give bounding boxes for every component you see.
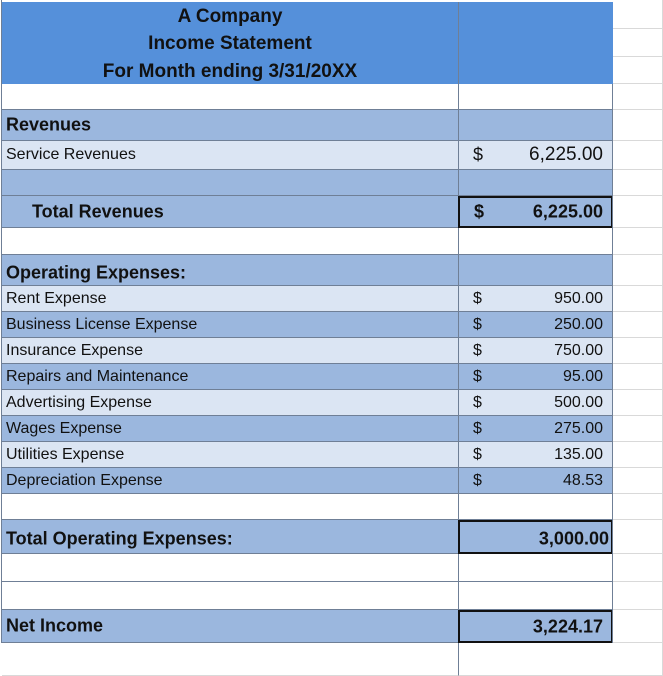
currency-symbol: $ [474,201,485,222]
revenue-label-cell[interactable] [2,141,458,170]
currency-symbol: $ [473,341,482,359]
total-operating-expenses-amount: 3,000.00 [538,528,609,549]
expense-row [0,468,663,494]
empty-cell[interactable] [2,494,458,520]
empty-cell[interactable] [2,170,458,196]
expense-amount-cell[interactable] [458,312,613,338]
empty-cell[interactable] [613,494,663,520]
expense-row [0,416,663,442]
expense-label-cell[interactable] [2,364,458,390]
net-income-amount: 3,224.17 [532,616,603,636]
total-revenues-label-cell[interactable] [2,196,458,228]
expense-row [0,390,663,416]
expense-amount-cell[interactable] [458,468,613,494]
expense-label-cell[interactable] [2,468,458,494]
empty-cell[interactable] [458,170,613,196]
revenue-amount-cell[interactable] [458,141,613,170]
expense-label: Advertising Expense [6,393,152,411]
empty-cell[interactable] [613,84,663,110]
currency-symbol: $ [473,315,482,333]
expense-row [0,442,663,468]
empty-cell[interactable] [613,0,663,84]
expense-label: Depreciation Expense [6,471,163,489]
expense-row [0,286,663,312]
empty-cell[interactable] [458,643,613,676]
expense-amount-cell[interactable] [458,442,613,468]
revenues-heading-cell[interactable] [2,110,458,141]
empty-cell[interactable] [613,312,663,338]
empty-cell[interactable] [458,582,613,610]
currency-symbol: $ [473,445,482,463]
empty-cell[interactable] [613,338,663,364]
expense-amount-cell[interactable] [458,416,613,442]
empty-cell[interactable] [613,610,663,643]
empty-cell[interactable] [458,84,613,110]
empty-cell[interactable] [613,364,663,390]
expense-label-cell[interactable] [2,442,458,468]
empty-cell[interactable] [613,110,663,141]
total-operating-expenses-label: Total Operating Expenses: [6,528,233,549]
expense-label-cell[interactable] [2,312,458,338]
empty-cell[interactable] [2,554,458,582]
empty-cell[interactable] [613,416,663,442]
empty-cell[interactable] [613,286,663,312]
empty-cell[interactable] [2,84,458,110]
empty-cell[interactable] [613,390,663,416]
empty-cell[interactable] [458,255,613,286]
empty-cell[interactable] [2,582,458,610]
empty-cell[interactable] [613,170,663,196]
net-income-amount-cell[interactable] [458,610,613,643]
expense-amount: 750.00 [554,341,603,359]
net-income-label: Net Income [6,615,104,636]
operating-expenses-heading: Operating Expenses: [6,262,187,283]
total-operating-expenses-label-cell[interactable] [2,520,458,554]
empty-cell[interactable] [613,554,663,582]
revenue-amount: 6,225.00 [529,144,603,165]
revenues-heading: Revenues [6,114,92,135]
expense-label: Business License Expense [6,315,198,333]
expense-label: Repairs and Maintenance [6,367,189,385]
expense-row [0,338,663,364]
expense-amount-cell[interactable] [458,364,613,390]
empty-cell[interactable] [613,520,663,554]
empty-cell[interactable] [613,643,663,676]
expense-label-cell[interactable] [2,416,458,442]
expense-label: Rent Expense [6,289,107,307]
empty-cell[interactable] [2,643,458,676]
empty-cell[interactable] [2,228,458,255]
empty-cell[interactable] [613,442,663,468]
expense-label-cell[interactable] [2,390,458,416]
empty-cell[interactable] [613,196,663,228]
empty-cell[interactable] [458,494,613,520]
currency-symbol: $ [473,367,482,385]
expense-row [0,312,663,338]
empty-cell[interactable] [613,141,663,170]
empty-cell[interactable] [613,582,663,610]
currency-symbol: $ [473,471,482,489]
net-income-label-cell[interactable] [2,610,458,643]
total-revenues-amount-cell[interactable] [458,196,613,228]
currency-symbol: $ [473,289,482,307]
expense-amount: 135.00 [554,445,603,463]
empty-cell[interactable] [458,228,613,255]
empty-cell[interactable] [458,110,613,141]
expense-label-cell[interactable] [2,338,458,364]
currency-symbol: $ [473,393,482,411]
expense-label-cell[interactable] [2,286,458,312]
total-revenues-label: Total Revenues [32,201,164,221]
left-border [1,0,2,643]
empty-cell[interactable] [613,468,663,494]
expense-amount: 95.00 [562,367,603,385]
expense-label: Wages Expense [6,419,122,437]
expense-amount: 48.53 [562,471,603,489]
statement-period: For Month ending 3/31/20XX [102,61,358,82]
company-name: A Company [177,6,283,27]
right-border [612,84,613,643]
expense-amount: 275.00 [554,419,603,437]
expense-amount-cell[interactable] [458,286,613,312]
total-revenues-amount: 6,225.00 [532,201,603,222]
expense-amount: 250.00 [554,315,603,333]
expense-row [0,364,663,390]
empty-cell[interactable] [458,554,613,582]
expense-label: Insurance Expense [6,341,143,359]
empty-cell[interactable] [613,255,663,286]
expense-amount-cell[interactable] [458,390,613,416]
revenue-label: Service Revenues [6,146,136,163]
operating-expenses-heading-cell[interactable] [2,255,458,286]
expense-amount: 500.00 [554,393,603,411]
expense-label: Utilities Expense [6,445,125,463]
statement-title: Income Statement [148,33,312,54]
currency-symbol: $ [473,144,484,165]
expense-amount-cell[interactable] [458,338,613,364]
empty-cell[interactable] [613,228,663,255]
currency-symbol: $ [473,419,482,437]
expense-amount: 950.00 [554,289,603,307]
total-operating-expenses-amount-cell[interactable] [458,520,613,554]
